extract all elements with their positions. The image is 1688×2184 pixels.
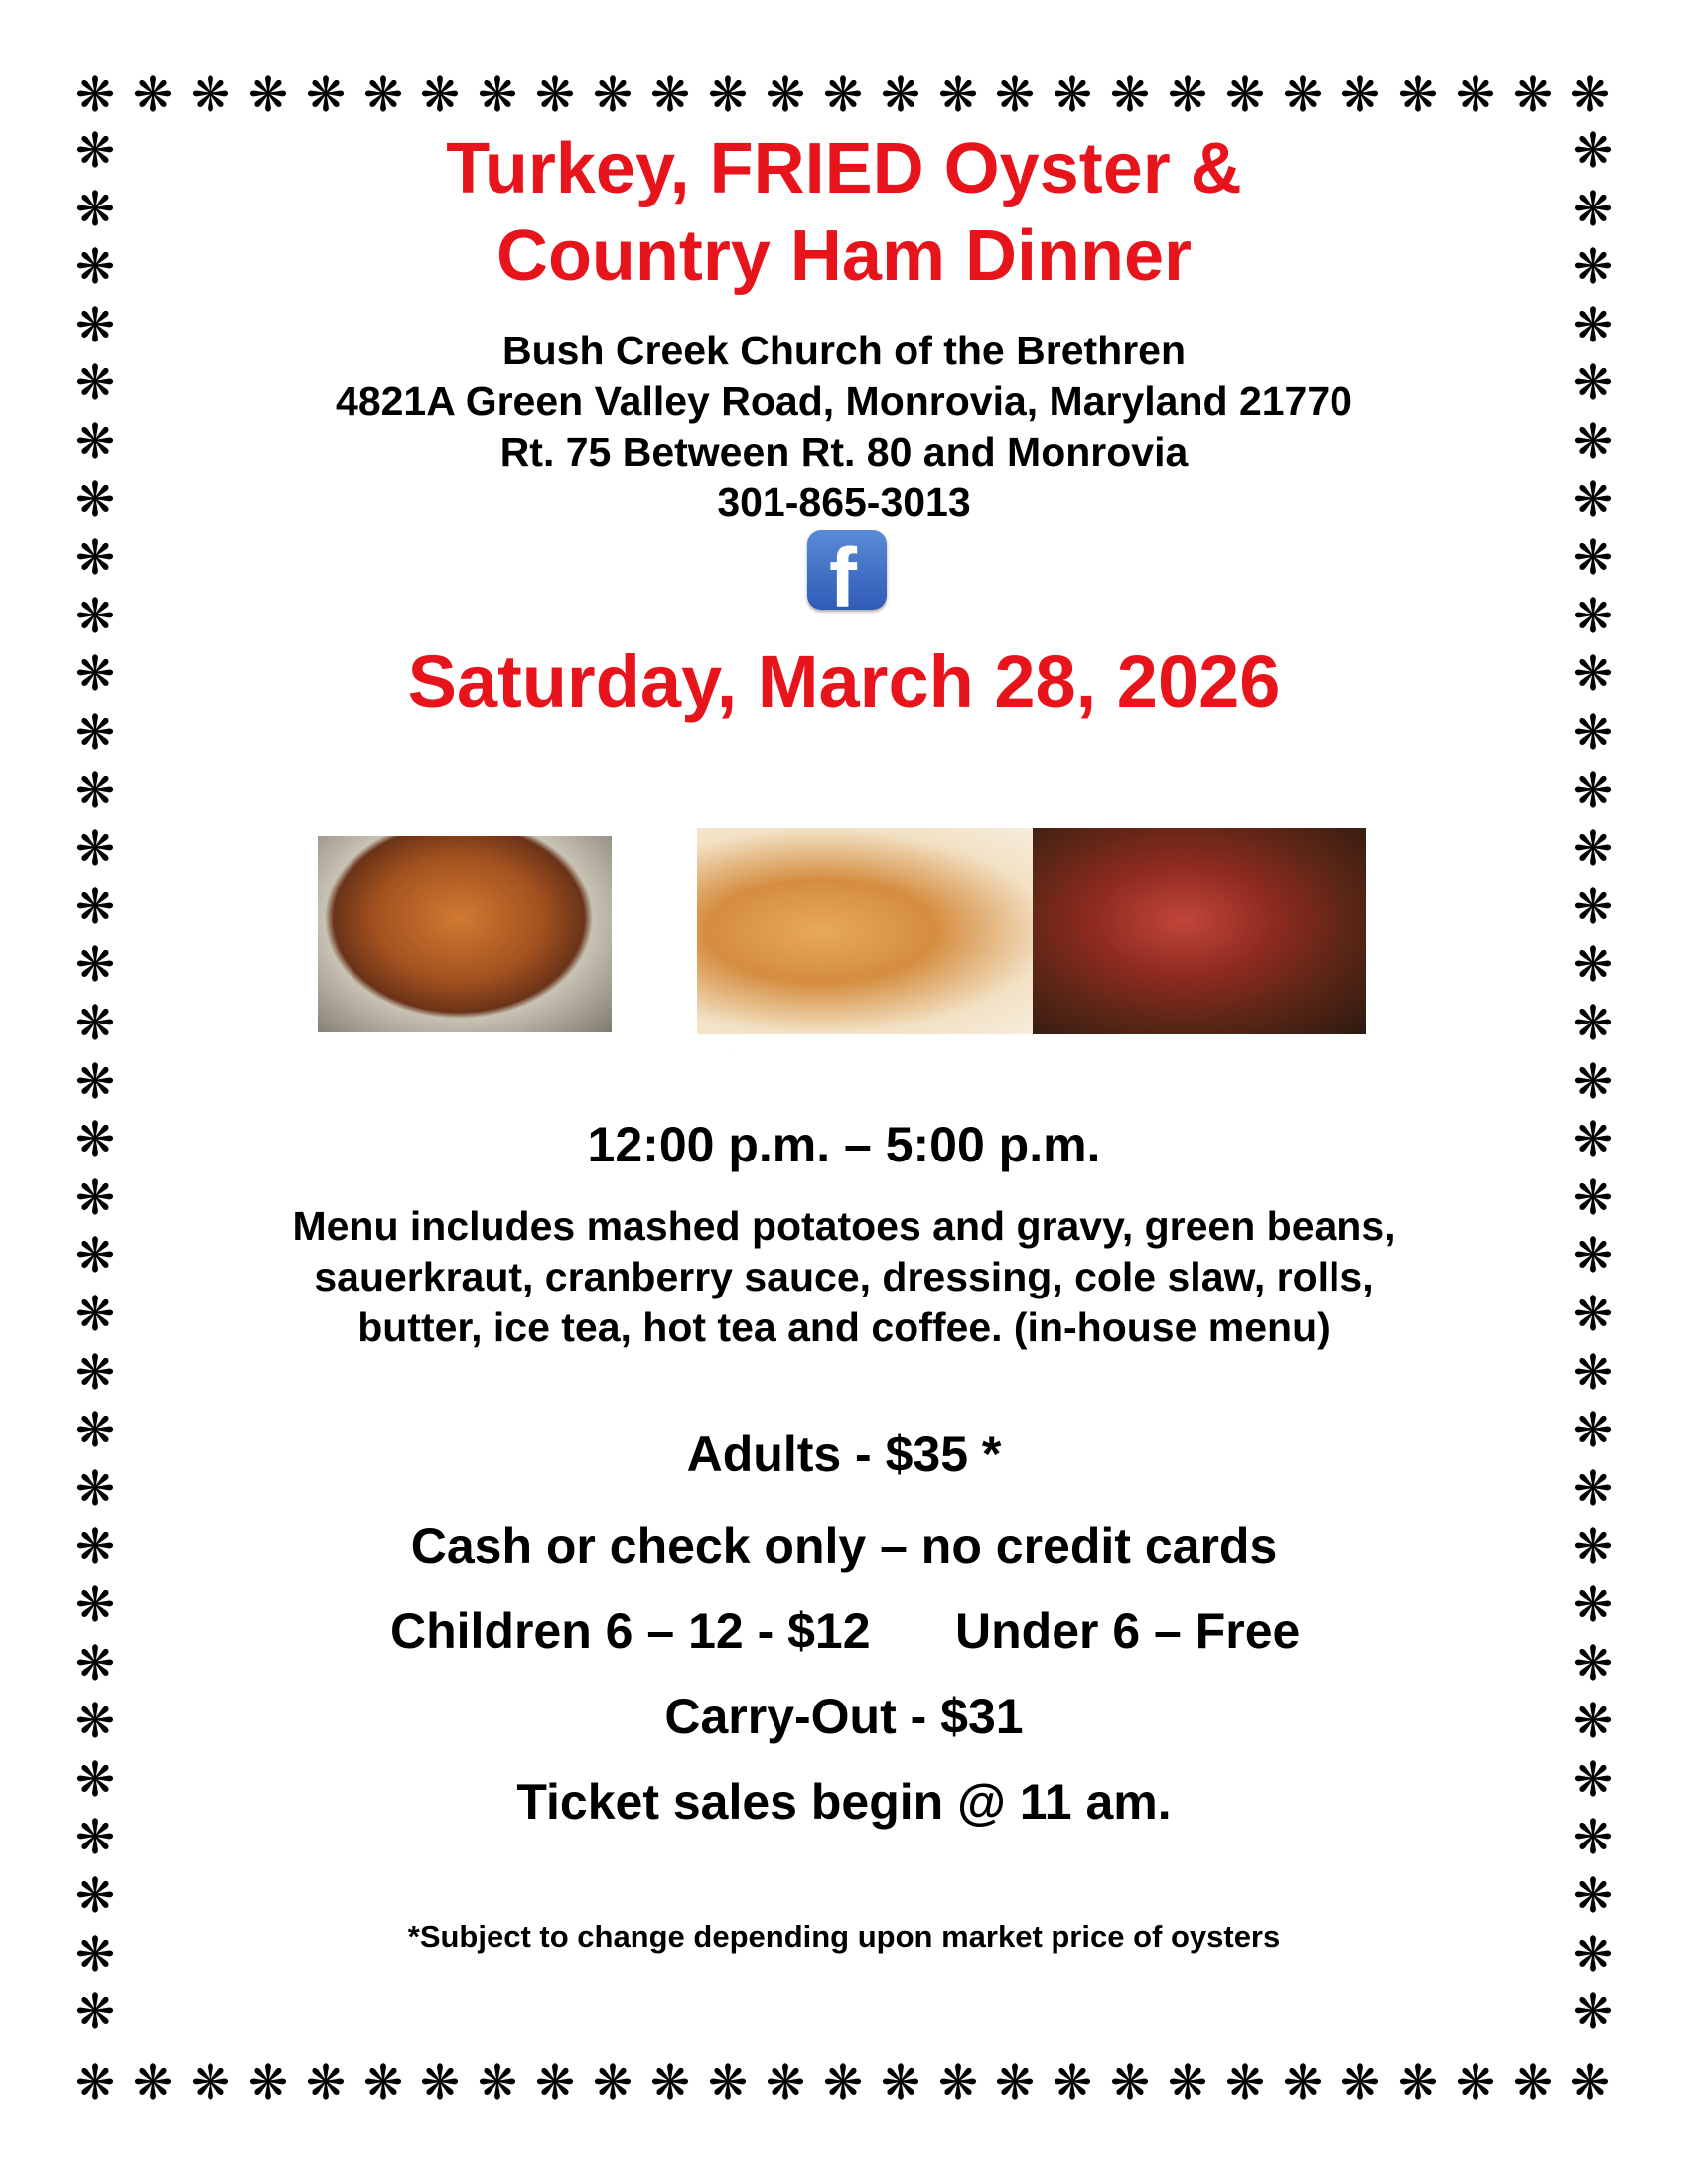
border-star-icon: ❋ [649, 2055, 691, 2111]
border-star-icon: ❋ [1572, 1636, 1614, 1692]
border-star-icon: ❋ [1572, 937, 1614, 993]
border-star-icon: ❋ [1572, 298, 1614, 353]
border-star-icon: ❋ [74, 239, 116, 295]
border-star-icon: ❋ [74, 1868, 116, 1924]
border-star-icon: ❋ [1572, 414, 1614, 470]
border-star-icon: ❋ [592, 2055, 633, 2111]
border-star-icon: ❋ [1572, 1868, 1614, 1924]
facebook-icon[interactable] [807, 530, 887, 624]
ham-photo [1033, 828, 1366, 1034]
border-star-icon: ❋ [74, 1054, 116, 1110]
border-star-icon: ❋ [74, 298, 116, 353]
border-star-icon: ❋ [1572, 705, 1614, 760]
carryout-price: Carry-Out - $31 [664, 1689, 1024, 1744]
border-star-icon: ❋ [74, 646, 116, 702]
border-star-icon: ❋ [74, 1636, 116, 1692]
border-star-icon: ❋ [1167, 2055, 1208, 2111]
directions: Rt. 75 Between Rt. 80 and Monrovia [499, 429, 1189, 475]
border-star-icon: ❋ [1572, 1461, 1614, 1517]
border-star-icon: ❋ [534, 68, 576, 123]
border-star-icon: ❋ [1572, 1577, 1614, 1633]
border-star-icon: ❋ [1397, 2055, 1439, 2111]
church-name: Bush Creek Church of the Brethren [502, 328, 1186, 373]
border-star-icon: ❋ [707, 2055, 749, 2111]
border-star-icon: ❋ [74, 1577, 116, 1633]
border-star-icon: ❋ [74, 1984, 116, 2040]
border-star-icon: ❋ [994, 2055, 1036, 2111]
border-star-icon: ❋ [1572, 1170, 1614, 1226]
border-star-icon: ❋ [132, 68, 174, 123]
border-star-icon: ❋ [1572, 355, 1614, 411]
border-star-icon: ❋ [247, 68, 289, 123]
menu-line-1: Menu includes mashed potatoes and gravy, green beans, [292, 1203, 1396, 1249]
border-star-icon: ❋ [190, 68, 231, 123]
border-star-icon: ❋ [74, 68, 116, 123]
border-star-icon: ❋ [1512, 2055, 1554, 2111]
border-star-icon: ❋ [74, 1287, 116, 1342]
event-date: Saturday, March 28, 2026 [407, 640, 1281, 723]
phone: 301-865-3013 [717, 479, 971, 525]
border-star-icon: ❋ [1569, 2055, 1611, 2111]
border-star-icon: ❋ [1455, 2055, 1496, 2111]
turkey-photo [318, 836, 612, 1032]
border-star-icon: ❋ [74, 880, 116, 935]
border-star-icon: ❋ [1572, 1519, 1614, 1574]
border-star-icon: ❋ [1572, 1927, 1614, 1982]
border-star-icon: ❋ [1572, 182, 1614, 237]
border-star-icon: ❋ [937, 2055, 979, 2111]
border-star-icon: ❋ [74, 1170, 116, 1226]
border-star-icon: ❋ [1339, 2055, 1381, 2111]
menu-line-2: sauerkraut, cranberry sauce, dressing, cole slaw, rolls, [314, 1254, 1374, 1299]
oyster-photo [697, 828, 1051, 1034]
border-star-icon: ❋ [1572, 1752, 1614, 1808]
border-star-icon: ❋ [74, 705, 116, 760]
border-star-icon: ❋ [534, 2055, 576, 2111]
border-star-icon: ❋ [1572, 473, 1614, 528]
border-star-icon: ❋ [362, 68, 404, 123]
border-star-icon: ❋ [1572, 763, 1614, 819]
border-star-icon: ❋ [74, 763, 116, 819]
border-star-icon: ❋ [1109, 68, 1151, 123]
border-star-icon: ❋ [649, 68, 691, 123]
border-star-icon: ❋ [1572, 996, 1614, 1051]
border-star-icon: ❋ [74, 1752, 116, 1808]
adults-price: Adults - $35 * [686, 1427, 1002, 1482]
border-star-icon: ❋ [1282, 68, 1324, 123]
border-star-icon: ❋ [74, 123, 116, 179]
border-star-icon: ❋ [1572, 123, 1614, 179]
border-star-icon: ❋ [362, 2055, 404, 2111]
border-star-icon: ❋ [74, 1345, 116, 1401]
border-star-icon: ❋ [74, 2055, 116, 2111]
border-star-icon: ❋ [1572, 821, 1614, 877]
border-star-icon: ❋ [1572, 530, 1614, 586]
border-star-icon: ❋ [132, 2055, 174, 2111]
under-6-price: Under 6 – Free [955, 1603, 1301, 1659]
border-bottom [68, 2055, 1620, 2111]
border-star-icon: ❋ [419, 68, 461, 123]
border-star-icon: ❋ [822, 68, 864, 123]
border-right [1565, 123, 1620, 2055]
border-star-icon: ❋ [592, 68, 633, 123]
menu-line-3: butter, ice tea, hot tea and coffee. (in-house menu) [357, 1304, 1331, 1350]
border-star-icon: ❋ [305, 68, 347, 123]
border-left [68, 123, 123, 2055]
payment-note: Cash or check only – no credit cards [410, 1518, 1278, 1573]
event-hours: 12:00 p.m. – 5:00 p.m. [587, 1117, 1101, 1172]
border-star-icon: ❋ [1572, 1054, 1614, 1110]
border-star-icon: ❋ [994, 68, 1036, 123]
border-star-icon: ❋ [1167, 68, 1208, 123]
border-star-icon: ❋ [1572, 1228, 1614, 1284]
border-star-icon: ❋ [1052, 2055, 1093, 2111]
border-star-icon: ❋ [419, 2055, 461, 2111]
ticket-sales-note: Ticket sales begin @ 11 am. [516, 1774, 1172, 1830]
border-star-icon: ❋ [1455, 68, 1496, 123]
address: 4821A Green Valley Road, Monrovia, Maryland 21770 [336, 378, 1352, 424]
border-star-icon: ❋ [1572, 1403, 1614, 1458]
turkey-photo-frame [300, 818, 630, 1052]
border-star-icon: ❋ [1397, 68, 1439, 123]
border-star-icon: ❋ [74, 1810, 116, 1865]
border-star-icon: ❋ [1224, 68, 1266, 123]
border-star-icon: ❋ [74, 821, 116, 877]
border-star-icon: ❋ [74, 996, 116, 1051]
border-star-icon: ❋ [74, 937, 116, 993]
border-star-icon: ❋ [1224, 2055, 1266, 2111]
border-star-icon: ❋ [1572, 1984, 1614, 2040]
border-star-icon: ❋ [477, 68, 518, 123]
border-star-icon: ❋ [74, 182, 116, 237]
facebook-letter: f [829, 531, 857, 624]
oyster-ham-photo-frame [677, 804, 1386, 1056]
border-star-icon: ❋ [305, 2055, 347, 2111]
border-star-icon: ❋ [880, 2055, 921, 2111]
border-star-icon: ❋ [1572, 1287, 1614, 1342]
footnote: *Subject to change depending upon market price of oysters [407, 1919, 1281, 1954]
border-star-icon: ❋ [74, 1112, 116, 1167]
border-star-icon: ❋ [74, 1228, 116, 1284]
border-star-icon: ❋ [1572, 646, 1614, 702]
border-star-icon: ❋ [880, 68, 921, 123]
border-star-icon: ❋ [1512, 68, 1554, 123]
border-star-icon: ❋ [74, 589, 116, 644]
border-star-icon: ❋ [1569, 68, 1611, 123]
border-star-icon: ❋ [1572, 1345, 1614, 1401]
border-star-icon: ❋ [765, 68, 806, 123]
border-star-icon: ❋ [1282, 2055, 1324, 2111]
border-star-icon: ❋ [1052, 68, 1093, 123]
border-star-icon: ❋ [937, 68, 979, 123]
border-star-icon: ❋ [74, 1461, 116, 1517]
border-star-icon: ❋ [1109, 2055, 1151, 2111]
border-star-icon: ❋ [1572, 1694, 1614, 1749]
border-star-icon: ❋ [74, 1403, 116, 1458]
border-star-icon: ❋ [1572, 1810, 1614, 1865]
border-star-icon: ❋ [74, 355, 116, 411]
border-star-icon: ❋ [477, 2055, 518, 2111]
border-star-icon: ❋ [822, 2055, 864, 2111]
border-top [68, 68, 1620, 123]
border-star-icon: ❋ [74, 1927, 116, 1982]
border-star-icon: ❋ [247, 2055, 289, 2111]
border-star-icon: ❋ [74, 473, 116, 528]
border-star-icon: ❋ [74, 1694, 116, 1749]
border-star-icon: ❋ [74, 1519, 116, 1574]
border-star-icon: ❋ [1572, 1112, 1614, 1167]
border-star-icon: ❋ [74, 414, 116, 470]
children-price: Children 6 – 12 - $12 [390, 1603, 871, 1659]
border-star-icon: ❋ [190, 2055, 231, 2111]
border-star-icon: ❋ [74, 530, 116, 586]
title-line-1: Turkey, FRIED Oyster & [446, 129, 1242, 208]
border-star-icon: ❋ [1572, 239, 1614, 295]
title-line-2: Country Ham Dinner [495, 216, 1193, 296]
border-star-icon: ❋ [1572, 880, 1614, 935]
border-star-icon: ❋ [765, 2055, 806, 2111]
border-star-icon: ❋ [1339, 68, 1381, 123]
border-star-icon: ❋ [1572, 589, 1614, 644]
border-star-icon: ❋ [707, 68, 749, 123]
